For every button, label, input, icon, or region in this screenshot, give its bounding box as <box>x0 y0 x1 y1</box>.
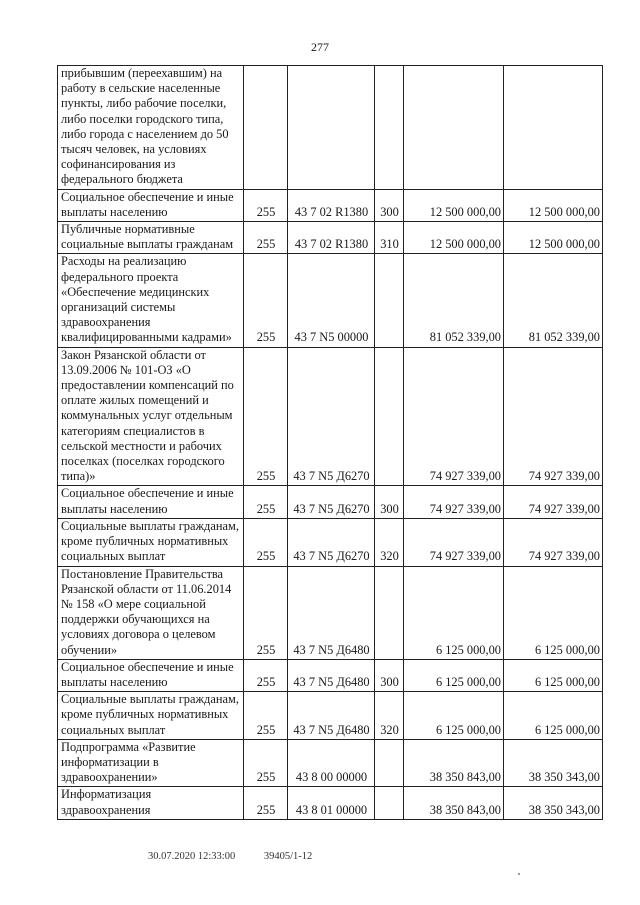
row-target-article: 43 7 N5 Д6480 <box>288 692 375 740</box>
row-amount-2: 6 125 000,00 <box>504 659 603 691</box>
row-expense-type: 320 <box>375 692 404 740</box>
row-amount-1 <box>404 66 504 190</box>
row-department-code: 255 <box>244 254 288 347</box>
page-number: 277 <box>311 40 329 54</box>
row-amount-2: 74 927 339,00 <box>504 486 603 518</box>
table-row <box>58 189 603 221</box>
row-target-article <box>288 66 375 190</box>
row-department-code: 255 <box>244 659 288 691</box>
row-expense-type: 300 <box>375 189 404 221</box>
row-amount-1: 74 927 339,00 <box>404 347 504 486</box>
row-expense-type <box>375 254 404 347</box>
row-amount-2: 12 500 000,00 <box>504 189 603 221</box>
row-amount-2: 38 350 343,00 <box>504 787 603 819</box>
table-row <box>58 254 603 347</box>
row-department-code: 255 <box>244 222 288 254</box>
row-amount-2: 38 350 343,00 <box>504 739 603 787</box>
row-description: Информатизация здравоохранения <box>58 787 244 819</box>
table-row <box>58 787 603 819</box>
row-department-code: 255 <box>244 486 288 518</box>
row-amount-2: 81 052 339,00 <box>504 254 603 347</box>
row-amount-1: 38 350 843,00 <box>404 787 504 819</box>
budget-table <box>57 65 603 820</box>
table-row <box>58 566 603 659</box>
table-row <box>58 347 603 486</box>
row-description: Социальные выплаты гражданам, кроме публичных нормативных социальных выплат <box>58 518 244 566</box>
row-amount-1: 12 500 000,00 <box>404 222 504 254</box>
row-department-code: 255 <box>244 787 288 819</box>
row-expense-type <box>375 739 404 787</box>
row-department-code: 255 <box>244 518 288 566</box>
row-department-code: 255 <box>244 566 288 659</box>
row-amount-1: 74 927 339,00 <box>404 518 504 566</box>
row-amount-1: 6 125 000,00 <box>404 659 504 691</box>
row-amount-1: 81 052 339,00 <box>404 254 504 347</box>
row-description: Социальное обеспечение и иные выплаты населению <box>58 659 244 691</box>
row-amount-1: 38 350 843,00 <box>404 739 504 787</box>
row-description: прибывшим (переехавшим) на работу в сельские населенные пункты, либо рабочие поселки, либо поселки городского типа, либо города с населением до 50 тысяч человек, на условиях софинансирования из федерального бюджета <box>58 66 244 190</box>
row-amount-1: 6 125 000,00 <box>404 692 504 740</box>
row-expense-type: 310 <box>375 222 404 254</box>
row-expense-type <box>375 566 404 659</box>
row-amount-1: 12 500 000,00 <box>404 189 504 221</box>
row-target-article: 43 7 N5 00000 <box>288 254 375 347</box>
row-target-article: 43 7 N5 Д6480 <box>288 659 375 691</box>
row-target-article: 43 7 02 R1380 <box>288 222 375 254</box>
scan-speck <box>518 873 520 875</box>
row-amount-2: 74 927 339,00 <box>504 347 603 486</box>
table-row <box>58 222 603 254</box>
footer-document-code: 39405/1-12 <box>263 851 313 862</box>
row-department-code <box>244 66 288 190</box>
footer-timestamp: 30.07.2020 12:33:00 <box>148 851 236 862</box>
row-amount-2: 6 125 000,00 <box>504 566 603 659</box>
row-department-code: 255 <box>244 347 288 486</box>
table-row <box>58 518 603 566</box>
table-row <box>58 486 603 518</box>
row-amount-1: 6 125 000,00 <box>404 566 504 659</box>
row-expense-type <box>375 66 404 190</box>
row-target-article: 43 7 N5 Д6270 <box>288 486 375 518</box>
row-target-article: 43 7 N5 Д6270 <box>288 518 375 566</box>
table-row <box>58 692 603 740</box>
row-department-code: 255 <box>244 739 288 787</box>
row-target-article: 43 7 02 R1380 <box>288 189 375 221</box>
row-target-article: 43 8 01 00000 <box>288 787 375 819</box>
row-target-article: 43 7 N5 Д6270 <box>288 347 375 486</box>
row-expense-type: 300 <box>375 659 404 691</box>
row-department-code: 255 <box>244 692 288 740</box>
row-description: Публичные нормативные социальные выплаты гражданам <box>58 222 244 254</box>
row-expense-type: 320 <box>375 518 404 566</box>
row-description: Социальное обеспечение и иные выплаты населению <box>58 486 244 518</box>
row-amount-2 <box>504 66 603 190</box>
row-amount-1: 74 927 339,00 <box>404 486 504 518</box>
row-amount-2: 74 927 339,00 <box>504 518 603 566</box>
row-amount-2: 6 125 000,00 <box>504 692 603 740</box>
table-row <box>58 659 603 691</box>
row-expense-type: 300 <box>375 486 404 518</box>
row-description: Закон Рязанской области от 13.09.2006 № 101-ОЗ «О предоставлении компенсаций по оплате жилых помещений и коммунальных услуг отдельным категориям специалистов в сельской местности и рабочих поселках (поселках городского типа)» <box>58 347 244 486</box>
table-row <box>58 739 603 787</box>
row-expense-type <box>375 347 404 486</box>
row-amount-2: 12 500 000,00 <box>504 222 603 254</box>
row-expense-type <box>375 787 404 819</box>
table-row <box>58 66 603 190</box>
row-description: Социальные выплаты гражданам, кроме публичных нормативных социальных выплат <box>58 692 244 740</box>
row-target-article: 43 7 N5 Д6480 <box>288 566 375 659</box>
row-description: Расходы на реализацию федерального проекта «Обеспечение медицинских организаций системы здравоохранения квалифицированными кадрами» <box>58 254 244 347</box>
row-target-article: 43 8 00 00000 <box>288 739 375 787</box>
row-department-code: 255 <box>244 189 288 221</box>
row-description: Подпрограмма «Развитие информатизации в здравоохранении» <box>58 739 244 787</box>
page-footer <box>148 851 312 862</box>
row-description: Постановление Правительства Рязанской области от 11.06.2014 № 158 «О мере социальной поддержки обучающихся на условиях договора о целевом обучении» <box>58 566 244 659</box>
row-description: Социальное обеспечение и иные выплаты населению <box>58 189 244 221</box>
